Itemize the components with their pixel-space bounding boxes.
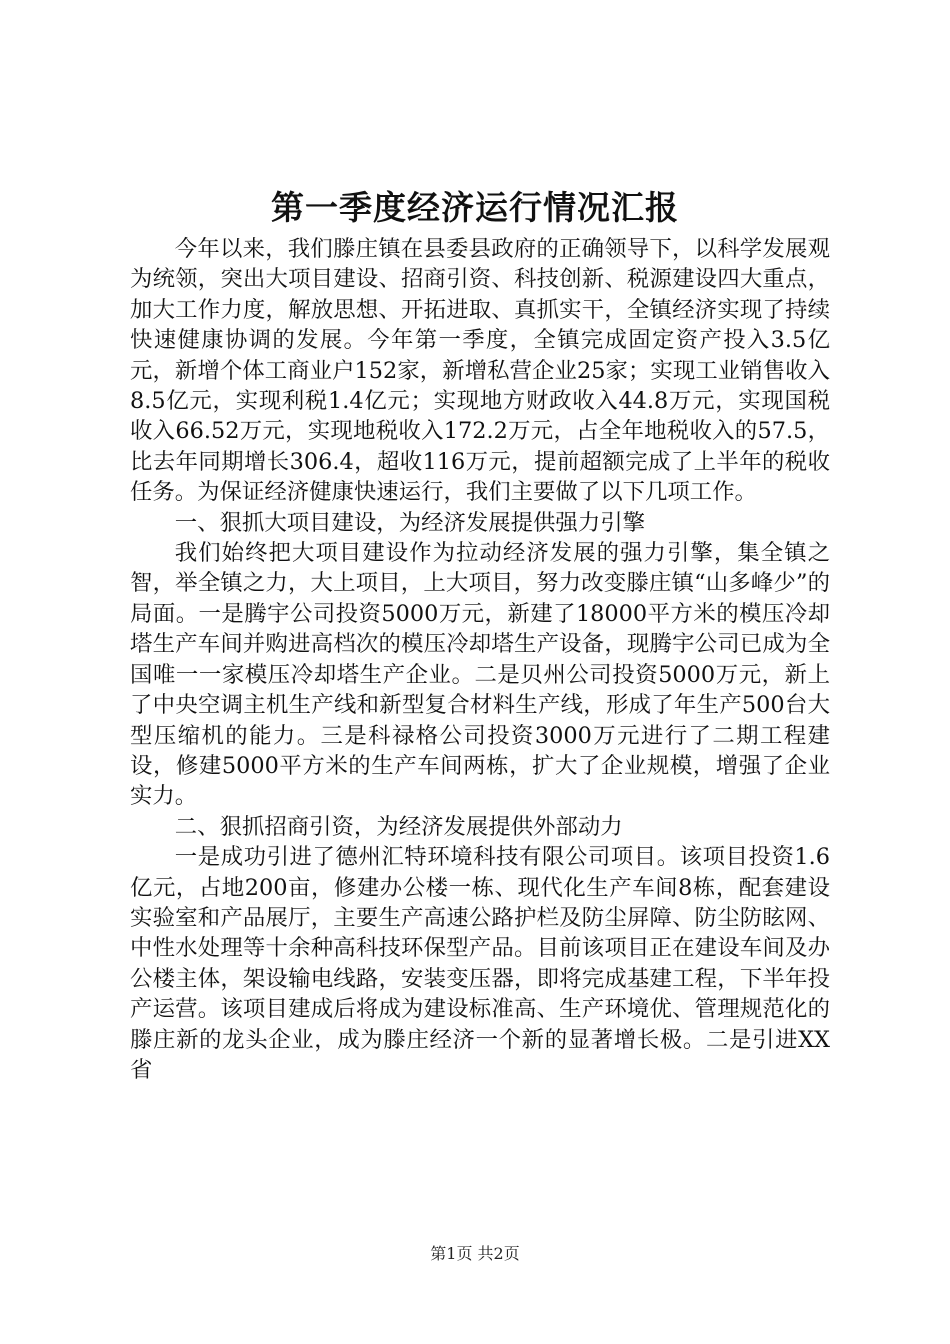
document-title: 第一季度经济运行情况汇报 bbox=[271, 188, 679, 227]
page-footer: 第1页 共2页 bbox=[430, 1244, 520, 1263]
document-body bbox=[130, 234, 830, 1085]
paragraph-investment: 一是成功引进了德州汇特环境科技有限公司项目。该项目投资1.6亿元，占地200亩，修建办公楼一栋、现代化生产车间8栋，配套建设实验室和产品展厅，主要生产高速公路护栏及防尘屏障、防尘防眩网、中性水处理等十余种高科技环保型产品。目前该项目正在建设车间及办公楼主体，架设输电线路，安装变压器，即将完成基建工程，下半年投产运营。该项目建成后将成为建设标准高、生产环境优、管理规范化的滕庄新的龙头企业，成为滕庄经济一个新的显著增长极。二是引进XX省 bbox=[130, 844, 830, 1083]
section-heading-1: 一、狠抓大项目建设，为经济发展提供强力引擎 bbox=[174, 509, 645, 536]
paragraph-major-projects: 我们始终把大项目建设作为拉动经济发展的强力引擎，集全镇之智，举全镇之力，大上项目，上大项目，努力改变滕庄镇“山多峰少”的局面。一是腾宇公司投资5000万元，新建了18000平方米的模压冷却塔生产车间并购进高档次的模压冷却塔生产设备，现腾宇公司已成为全国唯一一家模压冷却塔生产企业。二是贝州公司投资5000万元，新上了中央空调主机生产线和新型复合材料生产线，形成了年生产500台大型压缩机的能力。三是科禄格公司投资3000万元进行了二期工程建设，修建5000平方米的生产车间两栋，扩大了企业规模，增强了企业实力。 bbox=[130, 540, 830, 810]
section-heading-2: 二、狠抓招商引资，为经济发展提供外部动力 bbox=[174, 813, 623, 840]
paragraph-intro: 今年以来，我们滕庄镇在县委县政府的正确领导下，以科学发展观为统领，突出大项目建设、招商引资、科技创新、税源建设四大重点，加大工作力度，解放思想、开拓进取、真抓实干，全镇经济实现了持续快速健康协调的发展。今年第一季度，全镇完成固定资产投入3.5亿元，新增个体工商业户152家，新增私营企业25家；实现工业销售收入8.5亿元，实现利税1.4亿元；实现地方财政收入44.8万元，实现国税收入66.52万元，实现地税收入172.2万元，占全年地税收入的57.5，比去年同期增长306.4，超收116万元，提前超额完成了上半年的税收任务。为保证经济健康快速运行，我们主要做了以下几项工作。 bbox=[130, 236, 830, 506]
